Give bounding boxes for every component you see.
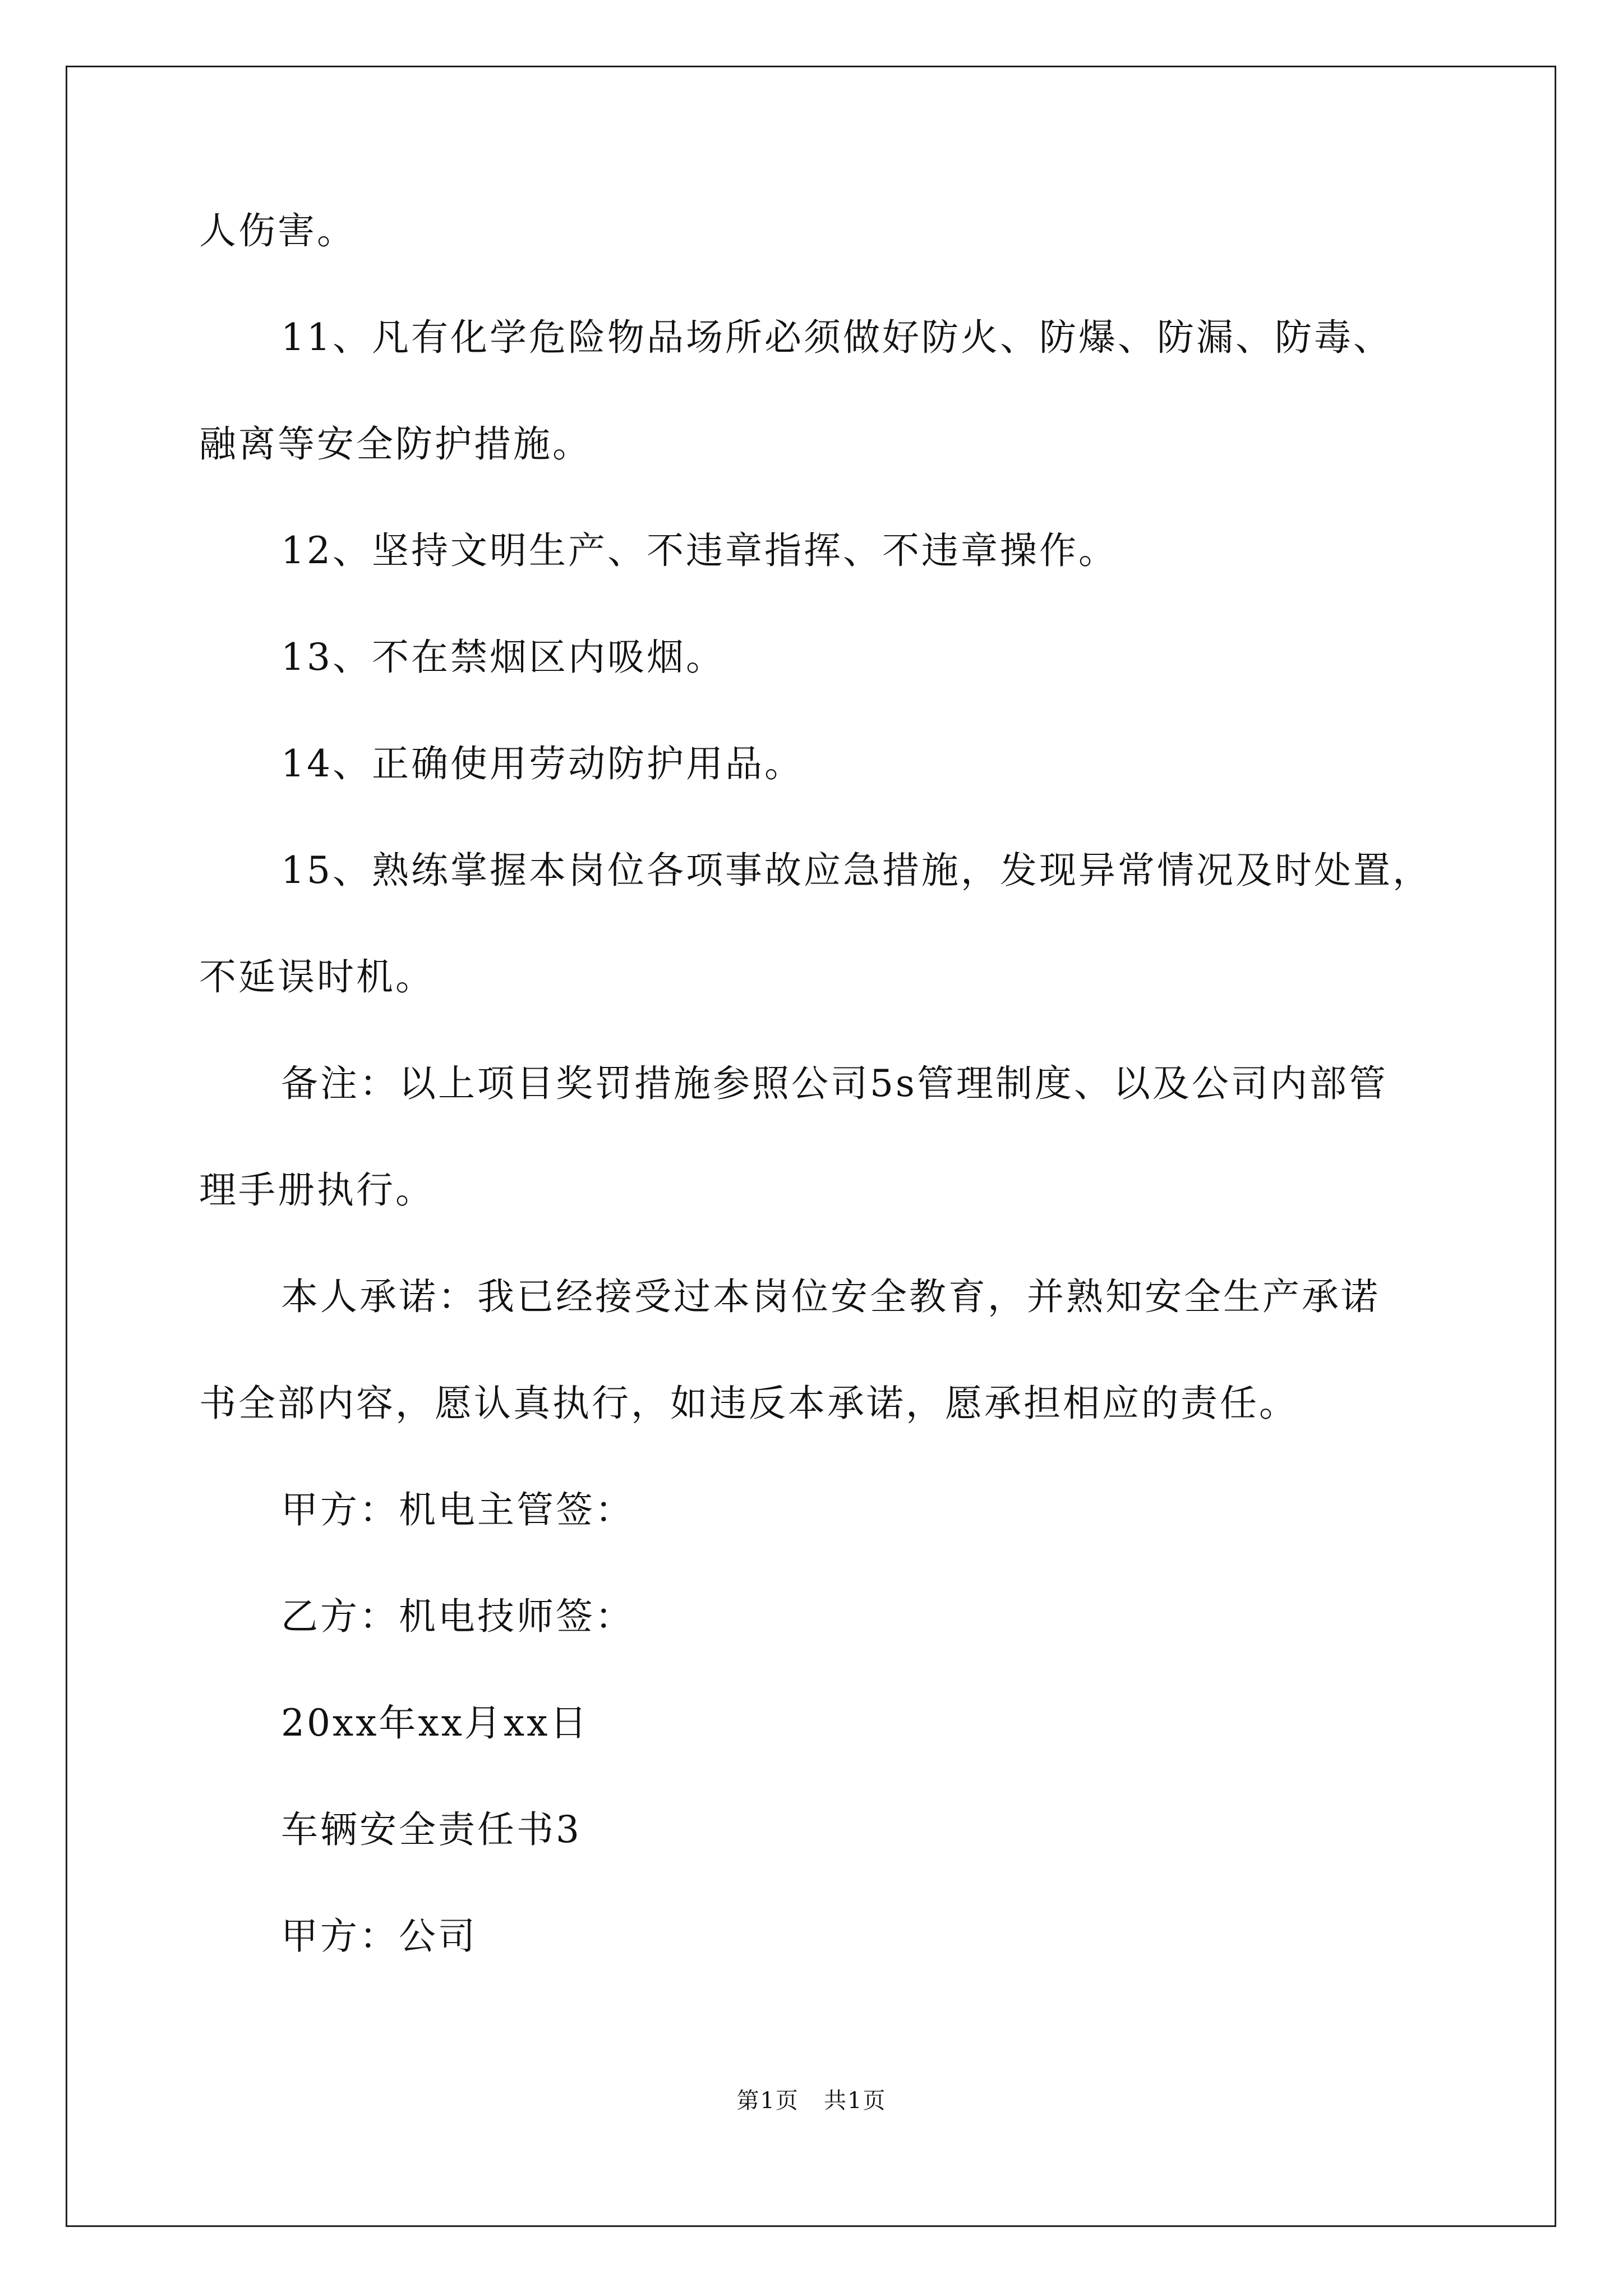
party-b-signature: 乙方：机电技师签： xyxy=(281,1595,634,1638)
clause-15: 15、熟练掌握本岗位各项事故应急措施，发现异常情况及时处置， xyxy=(281,849,1432,892)
date-line: 20xx年xx月xx日 xyxy=(281,1701,589,1745)
remark-continuation: 理手册执行。 xyxy=(199,1168,435,1212)
party-a-company: 甲方：公司 xyxy=(281,1915,477,1958)
page-border xyxy=(66,66,1556,2227)
commitment: 本人承诺：我已经接受过本岗位安全教育，并熟知安全生产承诺 xyxy=(281,1275,1380,1318)
text-line-continuation: 人伤害。 xyxy=(199,209,356,252)
commitment-continuation: 书全部内容，愿认真执行，如违反本承诺，愿承担相应的责任。 xyxy=(199,1382,1298,1425)
clause-11: 11、凡有化学危险物品场所必须做好防火、防爆、防漏、防毒、 xyxy=(281,316,1393,359)
clause-11-continuation: 融离等安全防护措施。 xyxy=(199,422,592,466)
remark: 备注：以上项目奖罚措施参照公司5s管理制度、以及公司内部管 xyxy=(281,1062,1388,1105)
clause-15-continuation: 不延误时机。 xyxy=(199,955,435,999)
clause-12: 12、坚持文明生产、不违章指挥、不违章操作。 xyxy=(281,529,1118,572)
clause-13: 13、不在禁烟区内吸烟。 xyxy=(281,636,725,679)
party-a-signature: 甲方：机电主管签： xyxy=(281,1488,634,1531)
page-number-footer: 第1页 共1页 xyxy=(736,2088,887,2114)
clause-14: 14、正确使用劳动防护用品。 xyxy=(281,742,804,785)
section-title: 车辆安全责任书3 xyxy=(281,1808,582,1851)
